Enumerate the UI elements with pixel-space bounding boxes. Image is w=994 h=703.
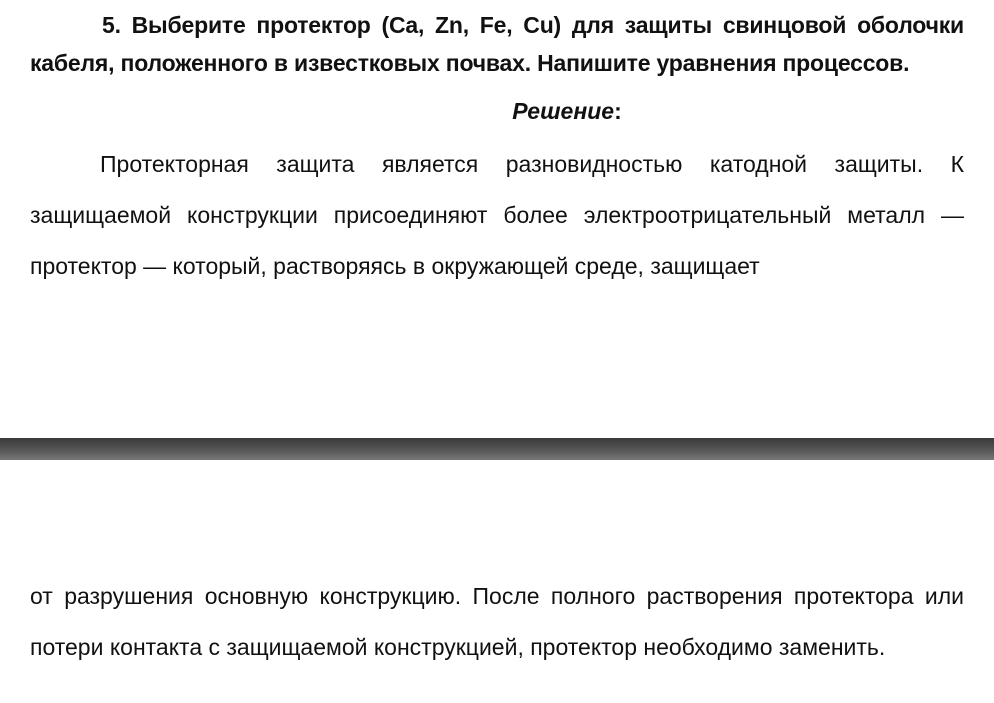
solution-heading-label: Решение — [512, 98, 615, 124]
document-page-top — [30, 6, 964, 292]
task-statement: 5. Выберите протектор (Ca, Zn, Fe, Cu) для защиты свинцовой оболочки кабеля, положенного в известковых почвах. Напишите уравнения процессов. — [30, 12, 964, 76]
solution-heading-colon: : — [614, 98, 622, 124]
page-break-divider — [0, 438, 994, 460]
solution-paragraph-part1: Протекторная защита является разновидностью катодной защиты. К защищаемой конструкции присоединяют более электроотрицательный металл — протектор — который, растворяясь в окружающей среде, защищает — [30, 151, 964, 279]
solution-heading — [30, 91, 964, 131]
solution-paragraph-part2: от разрушения основную конструкцию. После полного растворения протектора или потери контакта с защищаемой конструкцией, протектор необходимо заменить. — [30, 583, 964, 660]
document-page-bottom — [30, 571, 964, 673]
